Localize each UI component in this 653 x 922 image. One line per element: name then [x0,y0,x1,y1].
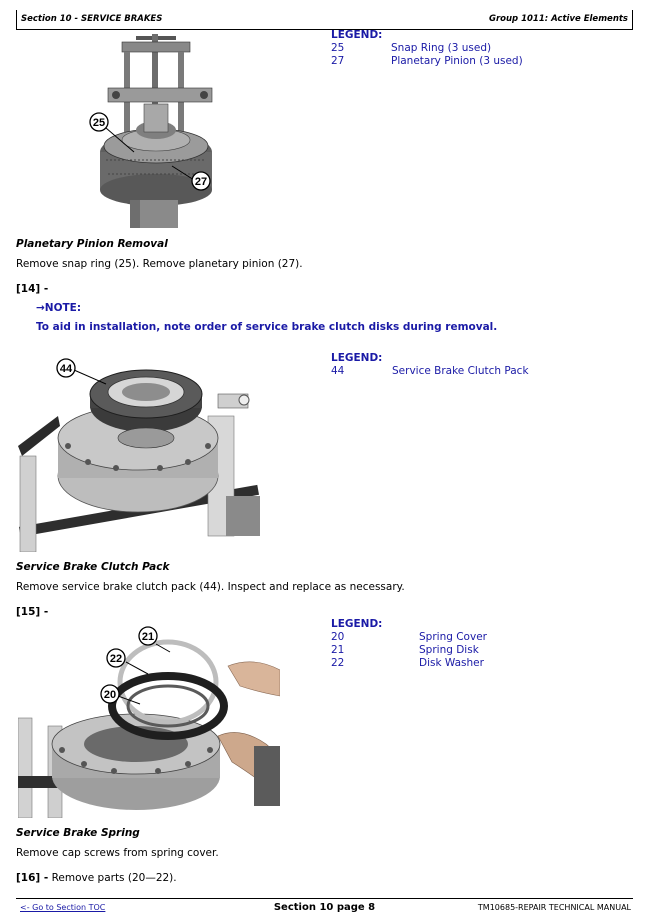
heading-service-brake-clutch-pack: Service Brake Clutch Pack [16,561,170,573]
instruction-text: Remove snap ring (25). Remove planetary pinion (27). [16,258,303,270]
legend-1 [331,29,591,68]
instruction-text: Remove cap screws from spring cover. [16,847,219,859]
callout-44: 44 [59,363,73,375]
step-16 [16,872,177,884]
group-title: Group 1011: Active Elements [489,14,628,24]
legend-title: LEGEND: [331,352,383,364]
legend-row [331,644,591,657]
page-footer [16,898,633,916]
step-number: [16] - [16,872,49,884]
instruction-text: Remove service brake clutch pack (44). Inspect and replace as necessary. [16,581,405,593]
legend-row [331,42,591,55]
clutch-pack-photo [18,356,260,552]
legend-number: 27 [331,55,345,67]
legend-number: 20 [331,631,345,643]
legend-number: 22 [331,657,345,669]
section-title: Section 10 - SERVICE BRAKES [21,14,163,24]
step-number: [15] - [16,606,49,618]
step-14 [16,283,48,295]
page-number: Section 10 page 8 [273,902,376,913]
brake-spring-photo [18,626,280,818]
heading-planetary-pinion-removal: Planetary Pinion Removal [16,238,168,250]
note-title: →NOTE: [36,302,82,314]
step-15 [16,606,48,618]
page-header [16,10,633,30]
callout-20: 20 [103,689,117,701]
legend-row [331,657,591,670]
legend-row [331,631,591,644]
manual-title: TM10685-REPAIR TECHNICAL MANUAL [477,903,631,912]
legend-description: Snap Ring (3 used) [391,42,492,54]
step-number: [14] - [16,283,49,295]
legend-row [331,55,591,68]
callout-21: 21 [141,631,155,643]
callout-25: 25 [92,117,106,129]
heading-service-brake-spring: Service Brake Spring [16,827,140,839]
legend-number: 44 [331,365,345,377]
legend-description: Service Brake Clutch Pack [392,365,529,377]
callout-27: 27 [194,176,208,188]
planetary-pinion-photo [86,34,226,230]
legend-description: Spring Disk [419,644,479,656]
legend-number: 25 [331,42,345,54]
legend-title: LEGEND: [331,618,383,630]
legend-description: Spring Cover [419,631,487,643]
legend-description: Disk Washer [419,657,484,669]
section-toc-link[interactable]: <- Go to Section TOC [20,903,106,912]
legend-description: Planetary Pinion (3 used) [391,55,523,67]
legend-2 [331,352,591,378]
callout-22: 22 [109,653,123,665]
legend-number: 21 [331,644,345,656]
step-text: Remove parts (20—22). [51,872,177,884]
legend-3 [331,618,591,670]
note-body: To aid in installation, note order of service brake clutch disks during removal. [36,321,498,333]
legend-title: LEGEND: [331,29,383,41]
legend-row [331,365,591,378]
